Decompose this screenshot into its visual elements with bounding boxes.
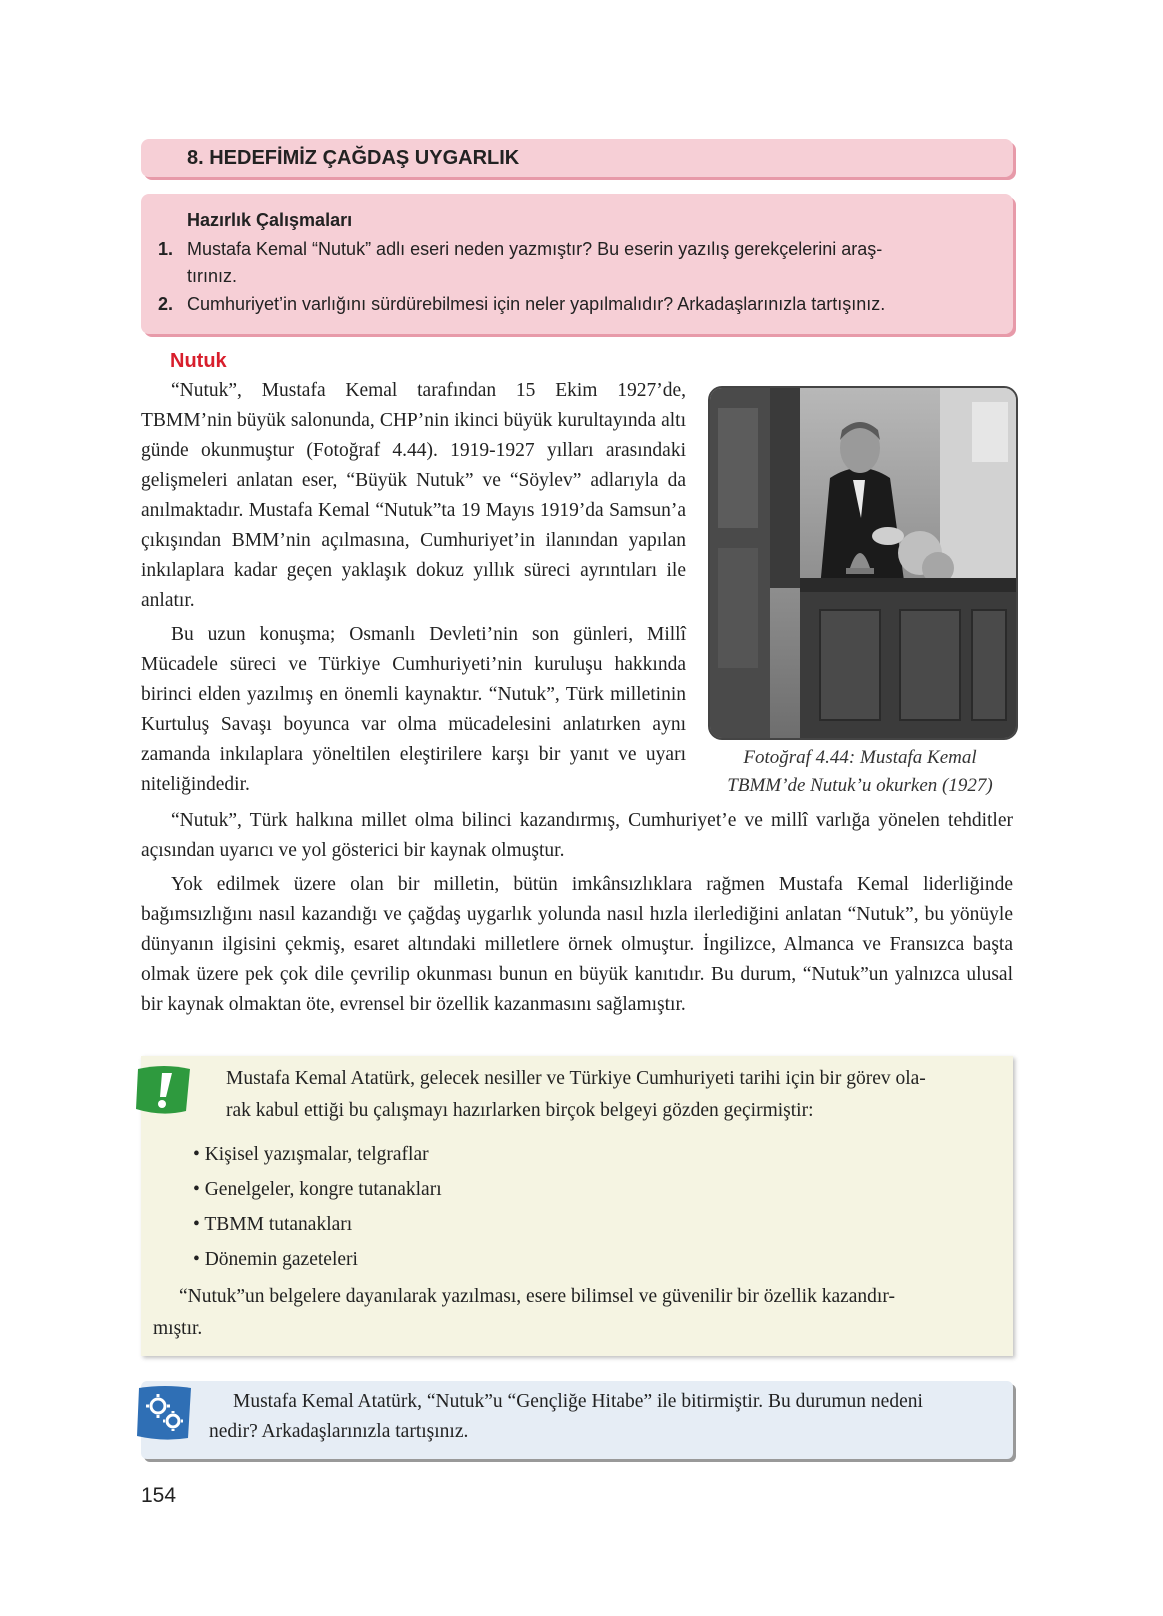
photo-image — [710, 388, 1016, 738]
photo-caption — [702, 744, 1018, 800]
info-intro-line: Mustafa Kemal Atatürk, gelecek nesiller ve Türkiye Cumhuriyeti tarihi için bir görev ola- — [226, 1068, 926, 1089]
discussion-line: Mustafa Kemal Atatürk, “Nutuk”u “Gençliğe Hitabe” ile bitirmiştir. Bu durumun nedeni — [233, 1391, 923, 1412]
left-column-text — [141, 376, 686, 800]
paragraph: Yok edilmek üzere olan bir milletin, bütün imkânsızlıklara rağmen Mustafa Kemal liderliğinde bağımsızlığını nasıl kazandığı ve çağdaş uygarlık yolunda nasıl hızla ilerlediğini anlatan “Nutuk”, bu yönüyle dünyanın ilgisini çekmiş, esaret altındaki milletlere örnek olmuştur. İngilizce, Almanca ve Fransızca başta olmak üzere pek çok dile çevrilip okunması bunun en büyük kanıtıdır. Bu durum, “Nutuk”un yalnızca ulusal bir kaynak olmaktan öte, evrensel bir özellik kazanmasını sağlamıştır. — [141, 874, 1013, 1015]
photo — [708, 386, 1018, 740]
info-outro-line: mıştır. — [153, 1318, 203, 1339]
bullet-item: • Genelgeler, kongre tutanakları — [193, 1179, 442, 1200]
item-number: 2. — [158, 294, 174, 314]
section-title: 8. HEDEFİMİZ ÇAĞDAŞ UYGARLIK — [187, 147, 520, 169]
discussion-line: nedir? Arkadaşlarınızla tartışınız. — [209, 1421, 469, 1442]
bullet-item: • Dönemin gazeteleri — [193, 1249, 358, 1270]
discussion-box — [141, 1381, 1013, 1459]
page-number: 154 — [141, 1484, 177, 1507]
item-text-line: Mustafa Kemal “Nutuk” adlı eseri neden yazmıştır? Bu eserin yazılış gerekçelerini araş- — [187, 239, 883, 259]
bullet-item: • TBMM tutanakları — [193, 1214, 353, 1235]
item-text-line: tırınız. — [187, 266, 238, 286]
preparation-box — [141, 194, 1013, 334]
item-number: 1. — [158, 239, 174, 259]
info-intro-line: rak kabul ettiği bu çalışmayı hazırlarken birçok belgeyi gözden geçirmiştir: — [226, 1100, 814, 1121]
paragraph: “Nutuk”, Mustafa Kemal tarafından 15 Ekim 1927’de, TBMM’nin büyük salonunda, CHP’nin ikinci büyük kurultayında altı günde okunmuştur (Fotoğraf 4.44). 1919-1927 yılları arasındaki gelişmeleri anlatan eser, “Büyük Nutuk” ve “Söylev” adlarıyla da anılmaktadır. Mustafa Kemal “Nutuk”ta 19 Mayıs 1919’da Samsun’a çıkışından BMM’nin açılmasına, Cumhuriyet’in ilanından yapılan inkılaplara kadar geçen yaklaşık dokuz yıllık süreci ayrıntıları ile anlatır. — [141, 380, 686, 611]
paragraph: Bu uzun konuşma; Osmanlı Devleti’nin son günleri, Millî Mücadele süreci ve Türkiye Cumhuriyeti’nin kuruluşu hakkında birinci elden yazılmış en önemli kaynaktır. “Nutuk”, Türk milletinin Kurtuluş Savaşı boyunca var olma mücadelesini anlatırken aynı zamanda inkılaplara yöneltilen eleştirilere karşı bir yanıt ve uyarı niteliğindedir. — [141, 624, 686, 795]
preparation-item — [158, 291, 987, 318]
exclamation-icon — [134, 1063, 194, 1117]
bullet-item: • Kişisel yazışmalar, telgraflar — [193, 1144, 429, 1165]
info-outro-line: “Nutuk”un belgelere dayanılarak yazılması, esere bilimsel ve güvenilir bir özellik kazandır- — [179, 1286, 895, 1307]
subheading: Nutuk — [170, 350, 227, 372]
caption-line: Fotoğraf 4.44: Mustafa Kemal — [743, 747, 977, 768]
section-header — [141, 139, 1013, 177]
gears-icon — [136, 1384, 194, 1442]
full-width-text — [141, 806, 1013, 1020]
preparation-item — [158, 236, 987, 290]
caption-line: TBMM’de Nutuk’u okurken (1927) — [727, 775, 993, 796]
preparation-title: Hazırlık Çalışmaları — [187, 210, 353, 230]
info-box — [141, 1056, 1013, 1356]
item-text-line: Cumhuriyet’in varlığını sürdürebilmesi için neler yapılmalıdır? Arkadaşlarınızla tartışınız. — [187, 294, 886, 314]
paragraph: “Nutuk”, Türk halkına millet olma bilinci kazandırmış, Cumhuriyet’e ve millî varlığa yönelen tehditler açısından uyarıcı ve yol gösterici bir kaynak olmuştur. — [141, 810, 1013, 861]
